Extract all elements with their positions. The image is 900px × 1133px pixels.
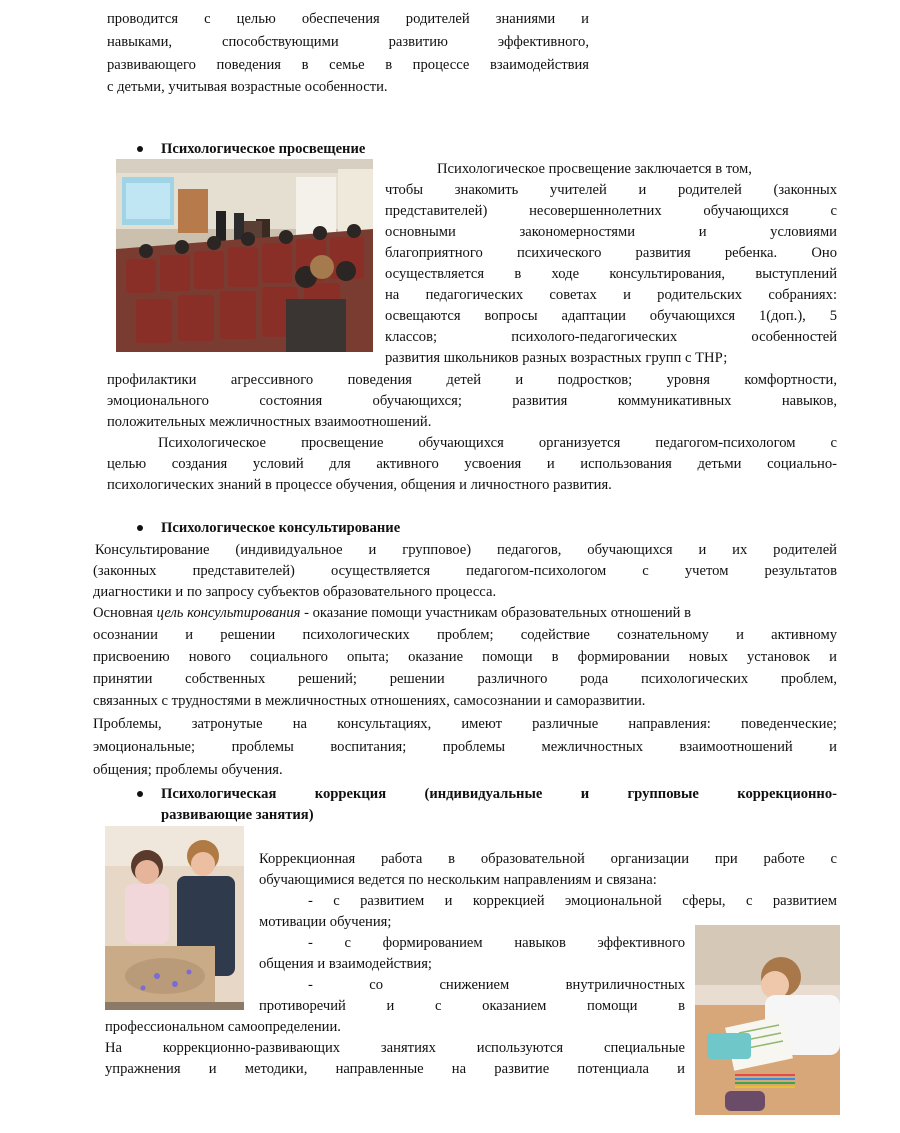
text-line: диагностики и по запросу субъектов образовательного процесса. bbox=[93, 584, 497, 600]
text-line: целью создания условий для активного усвоения и использования детьми социально- bbox=[107, 456, 837, 472]
child-drawing-photo bbox=[695, 925, 840, 1115]
text-line: эмоциональные; проблемы воспитания; проблемы межличностных взаимоотношений и bbox=[93, 739, 837, 755]
lecture-hall-photo bbox=[116, 159, 373, 352]
text-line: представителей) несовершеннолетних обучающихся с bbox=[385, 203, 837, 219]
text-line: Психологическое просвещение заключается в том, bbox=[437, 161, 752, 177]
text-line: принятии собственных решений; решении различного рода психологических проблем, bbox=[93, 671, 837, 687]
text-line: основными закономерностями и условиями bbox=[385, 224, 837, 240]
text-line: упражнения и методики, направленные на развитие потенциала и bbox=[105, 1061, 685, 1077]
text-line: Проблемы, затронутые на консультациях, имеют различные направления: поведенческие; bbox=[93, 716, 837, 732]
text-line: навыками, способствующими развитию эффективного, bbox=[107, 34, 589, 50]
text-line: - со снижением внутриличностных bbox=[308, 977, 685, 993]
section-heading-correction: Психологическая коррекция (индивидуальные и групповые коррекционно- bbox=[161, 786, 837, 802]
bullet-icon bbox=[137, 791, 143, 797]
section-heading-consulting: Психологическое консультирование bbox=[161, 520, 401, 536]
text-line: осознании и решении психологических проблем; содействие сознательному и активному bbox=[93, 627, 837, 643]
text-line: На коррекционно-развивающих занятиях используются специальные bbox=[105, 1040, 685, 1056]
text-line: психологических знаний в процессе обучения, общения и личностного развития. bbox=[107, 477, 612, 493]
goal-line bbox=[93, 603, 837, 623]
bullet-icon bbox=[137, 146, 143, 152]
bullet-icon bbox=[137, 525, 143, 531]
text-line: на педагогических советах и родительских собраниях: bbox=[385, 287, 837, 303]
text-line: (законных представителей) осуществляется педагогом-психологом с учетом результатов bbox=[93, 563, 837, 579]
text-line: эмоционального состояния обучающихся; развития коммуникативных навыков, bbox=[107, 393, 837, 409]
text-line: присвоению нового социального опыта; оказание помощи в формировании новых установок и bbox=[93, 649, 837, 665]
text-line: - с развитием и коррекцией эмоциональной сферы, с развитием bbox=[308, 893, 837, 909]
text-line: - с формированием навыков эффективного bbox=[308, 935, 685, 951]
text-line: профессиональном самоопределении. bbox=[105, 1019, 341, 1035]
text-line: развивающего поведения в семье в процессе взаимодействия bbox=[107, 57, 589, 73]
text-line: положительных межличностных взаимоотношений. bbox=[107, 414, 432, 430]
text-line: связанных с трудностями в межличностных отношениях, самосознании и саморазвитии. bbox=[93, 693, 646, 709]
text-line: Коррекционная работа в образовательной организации при работе с bbox=[259, 851, 837, 867]
text-line: проводится с целью обеспечения родителей знаниями и bbox=[107, 11, 589, 27]
goal-rest: - оказание помощи участникам образовательных отношений в bbox=[300, 605, 692, 621]
goal-emphasis: цель консультирования bbox=[156, 605, 301, 621]
text-line: Психологическое просвещение обучающихся организуется педагогом-психологом с bbox=[158, 435, 837, 451]
text-line: общения; проблемы обучения. bbox=[93, 762, 283, 778]
text-line: освещаются вопросы адаптации обучающихся 1(доп.), 5 bbox=[385, 308, 837, 324]
section-heading-education: Психологическое просвещение bbox=[161, 141, 366, 157]
text-line: профилактики агрессивного поведения детей и подростков; уровня комфортности, bbox=[107, 372, 837, 388]
text-line: общения и взаимодействия; bbox=[259, 956, 432, 972]
text-line: классов; психолого-педагогических особенностей bbox=[385, 329, 837, 345]
text-line: чтобы знакомить учителей и родителей (законных bbox=[385, 182, 837, 198]
text-line: Консультирование (индивидуальное и групповое) педагогов, обучающихся и их родителей bbox=[95, 542, 837, 558]
sand-therapy-photo bbox=[105, 826, 244, 1010]
text-line: развития школьников разных возрастных групп с ТНР; bbox=[385, 350, 728, 366]
text-line: противоречий и с оказанием помощи в bbox=[259, 998, 685, 1014]
text-line: благоприятного психического развития ребенка. Оно bbox=[385, 245, 837, 261]
goal-prefix: Основная bbox=[93, 605, 157, 621]
text-line: мотивации обучения; bbox=[259, 914, 392, 930]
text-line: обучающимися ведется по нескольким направлениям и связана: bbox=[259, 872, 657, 888]
text-line: с детьми, учитывая возрастные особенности. bbox=[107, 79, 388, 95]
text-line: осуществляется в ходе консультирования, выступлений bbox=[385, 266, 837, 282]
section-heading-correction-cont: развивающие занятия) bbox=[161, 807, 314, 823]
